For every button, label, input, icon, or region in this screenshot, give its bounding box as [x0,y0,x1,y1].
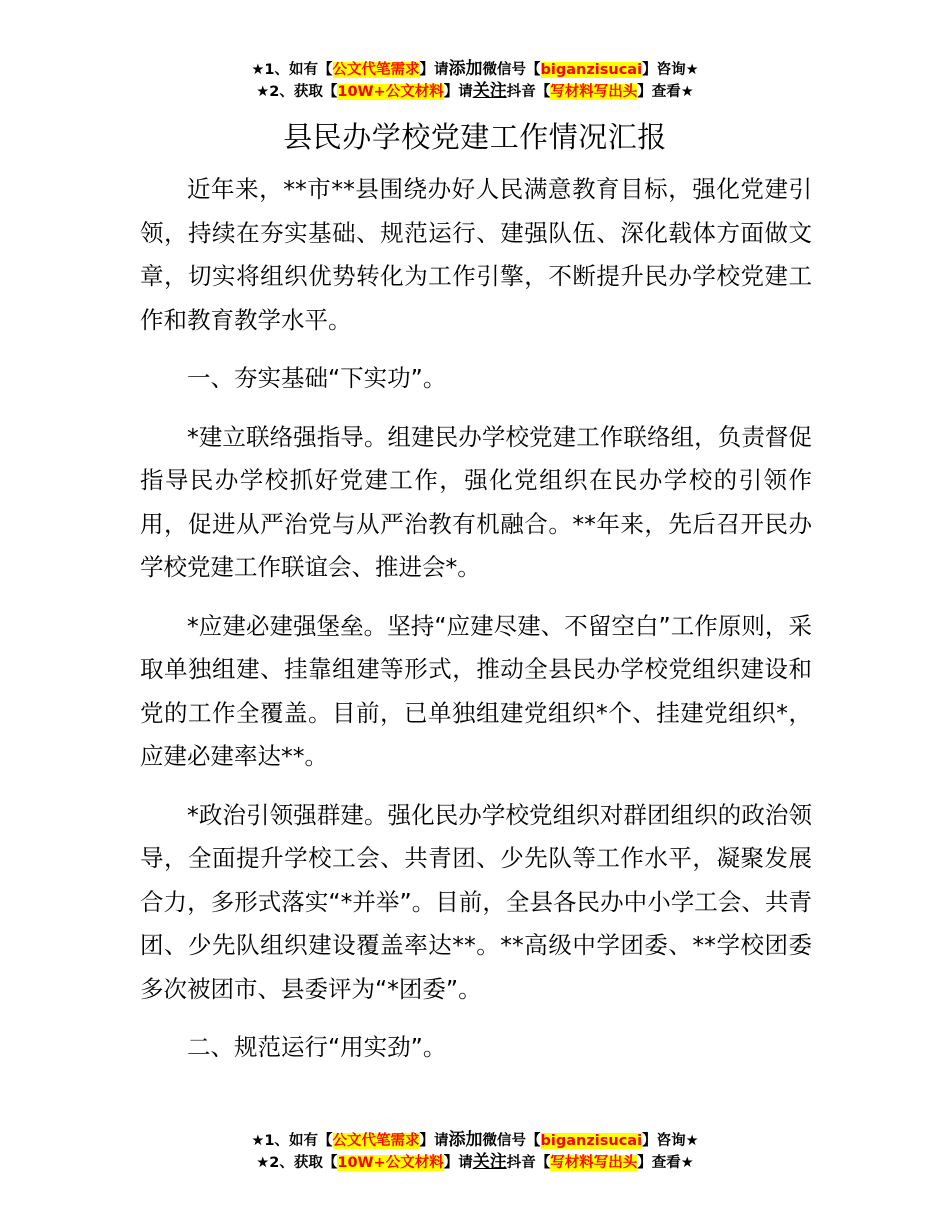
section-heading: 一、夯实基础“下实功”。 [187,364,447,392]
top-banner [0,58,950,102]
banner-highlight: 公文代笔需求 [332,1133,420,1149]
banner-highlight: biganzisucai [540,1133,643,1149]
paragraph: *建立联络强指导。组建民办学校党建工作联络组，负责督促指导民办学校抓好党建工作，强化党组织在民办学校的引领作用，促进从严治党与从严治教有机融合。**年来，先后召开民办学校党建工作联谊会、推进会*。 [140,422,812,581]
banner-highlight: 写材料写出头 [550,84,638,100]
banner-line-2: ★2、获取【10W+公文材料】请关注抖音【写材料写出头】查看★ [256,1152,694,1172]
banner-line-1: ★1、如有【公文代笔需求】请添加微信号【biganzisucai】咨询★ [251,1130,699,1150]
banner-highlight: 公文代笔需求 [332,62,420,78]
bottom-banner [0,1129,950,1173]
banner-line-2: ★2、获取【10W+公文材料】请关注抖音【写材料写出头】查看★ [256,81,694,101]
banner-highlight: 写材料写出头 [550,1155,638,1171]
paragraph: *政治引领强群建。强化民办学校党组织对群团组织的政治领导，全面提升学校工会、共青团、少先队等工作水平，凝聚发展合力，多形式落实“*并举”。目前，全县各民办中小学工会、共青团、少先队组织建设覆盖率达**。**高级中学团委、**学校团委多次被团市、县委评为“*团委”。 [140,800,812,1003]
section-heading: 二、规范运行“用实劲”。 [187,1033,447,1061]
document-title: 县民办学校党建工作情况汇报 [283,120,667,154]
banner-highlight: 10W+公文材料 [337,1155,444,1171]
banner-highlight: biganzisucai [540,62,643,78]
banner-highlight: 10W+公文材料 [337,84,444,100]
paragraph: *应建必建强堡垒。坚持“应建尽建、不留空白”工作原则，采取单独组建、挂靠组建等形式，推动全县民办学校党组织建设和党的工作全覆盖。目前，已单独组建党组织*个、挂建党组织*，应建必建率达**。 [140,611,812,770]
banner-line-1: ★1、如有【公文代笔需求】请添加微信号【biganzisucai】咨询★ [251,59,699,79]
paragraph: 近年来，**市**县围绕办好人民满意教育目标，强化党建引领，持续在夯实基础、规范运行、建强队伍、深化载体方面做文章，切实将组织优势转化为工作引擎，不断提升民办学校党建工作和教育教学水平。 [140,175,812,334]
document-body [140,168,812,1085]
